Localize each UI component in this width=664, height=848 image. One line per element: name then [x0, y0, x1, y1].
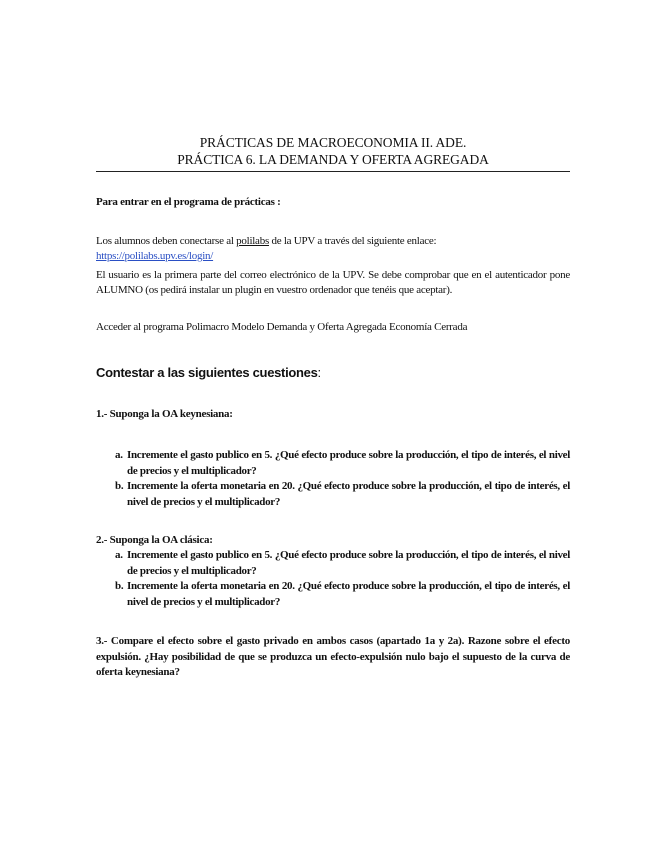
item-text: Incremente la oferta monetaria en 20. ¿Qué efecto produce sobre la producción, el tipo de interés, el nivel de precios y el multiplicador? [127, 480, 570, 508]
item-marker: a. [115, 549, 123, 561]
item-text: Incremente el gasto publico en 5. ¿Qué efecto produce sobre la producción, el tipo de interés, el nivel de precios y el multiplicador? [127, 449, 570, 477]
section-heading [96, 365, 321, 380]
question-2-item-a [115, 548, 570, 579]
title-underline [96, 171, 570, 172]
item-marker: b. [115, 580, 124, 592]
question-1: 1.- Suponga la OA keynesiana: [96, 408, 233, 420]
access-text-pre: Los alumnos deben conectarse al [96, 235, 237, 247]
section-heading-colon: : [317, 365, 321, 380]
item-marker: a. [115, 449, 123, 461]
section-heading-text: Contestar a las siguientes cuestiones [96, 365, 318, 380]
document-title [96, 134, 570, 168]
title-line-2: PRÁCTICA 6. LA DEMANDA Y OFERTA AGREGADA [177, 152, 489, 167]
polilabs-link[interactable]: https://polilabs.upv.es/login/ [96, 250, 214, 262]
intro-label-text: Para entrar en el programa de prácticas [96, 196, 275, 208]
item-text: Incremente el gasto publico en 5. ¿Qué efecto produce sobre la producción, el tipo de interés, el nivel de precios y el multiplicador? [127, 549, 570, 577]
access-text-post: de la UPV a través del siguiente enlace: [268, 235, 437, 247]
polilabs-word: polilabs [236, 235, 269, 247]
item-marker: b. [115, 480, 124, 492]
question-1-item-a [115, 448, 570, 479]
question-2: 2.- Suponga la OA clásica: [96, 534, 213, 546]
intro-label [96, 195, 570, 210]
question-2-item-b [115, 579, 570, 610]
intro-label-colon: : [277, 196, 281, 208]
item-text: Incremente la oferta monetaria en 20. ¿Qué efecto produce sobre la producción, el tipo de interés, el nivel de precios y el multiplicador? [127, 580, 570, 608]
question-1-item-b [115, 479, 570, 510]
access-paragraph [96, 234, 570, 264]
question-3: 3.- Compare el efecto sobre el gasto privado en ambos casos (apartado 1a y 2a). Razone sobre el efecto expulsión. ¿Hay posibilidad de que se produzca un efecto-expulsión nulo bajo el supuesto de la curva de oferta keynesiana? [96, 635, 570, 678]
title-line-1: PRÁCTICAS DE MACROECONOMIA II. ADE. [199, 135, 467, 150]
program-instruction: Acceder al programa Polimacro Modelo Demanda y Oferta Agregada Economía Cerrada [96, 321, 468, 333]
user-note: El usuario es la primera parte del correo electrónico de la UPV. Se debe comprobar que en el autenticador pone ALUMNO (os pedirá instalar un plugin en vuestro ordenador que tenéis que aceptar). [96, 269, 570, 296]
